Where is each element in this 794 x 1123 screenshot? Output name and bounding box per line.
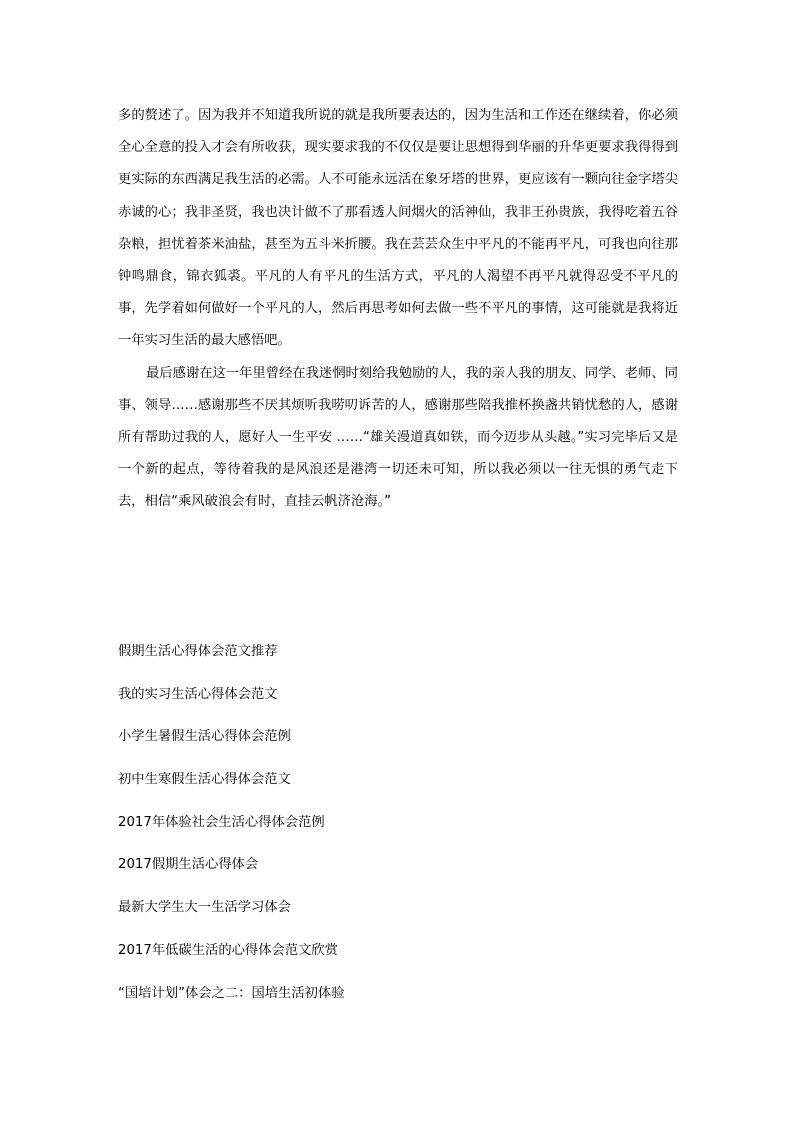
related-articles-list (118, 644, 678, 1028)
paragraph-thanks: 最后感谢在这一年里曾经在我迷惘时刻给我勉励的人，我的亲人我的朋友、同学、老师、同事、领导……感谢那些不厌其烦听我唠叨诉苦的人，感谢那些陪我推杯换盏共销忧愁的人，感谢所有帮助过我的人，愿好人一生平安 ……“雄关漫道真如铁，而今迈步从头越。”实习完毕后又是一个新的起点，等待着我的是风浪还是港湾一切还未可知，所以我必须以一往无惧的勇气走下去，相信“乘风破浪会有时，直挂云帆济沧海。” (118, 365, 678, 510)
article-body (118, 100, 678, 519)
related-article-link[interactable]: 2017假期生活心得体会 (118, 857, 259, 873)
related-article-link[interactable]: 小学生暑假生活心得体会范例 (118, 729, 291, 745)
related-article-link[interactable]: 假期生活心得体会范文推荐 (118, 644, 278, 659)
related-article-link[interactable]: 我的实习生活心得体会范文 (118, 686, 278, 702)
related-article-link[interactable]: 2017年体验社会生活心得体会范例 (118, 814, 325, 830)
related-article-link[interactable]: 最新大学生大一生活学习体会 (118, 900, 291, 916)
paragraph-reflection: 多的赘述了。因为我并不知道我所说的就是我所要表达的，因为生活和工作还在继续着，你必须全心全意的投入才会有所收获，现实要求我的不仅仅是要让思想得到华丽的升华更要求我得得到更实际的东西满足我生活的必需。人不可能永远活在象牙塔的世界，更应该有一颗向往金字塔尖赤诚的心；我非圣贤，我也决计做不了那看透人间烟火的活神仙，我非王孙贵族，我得吃着五谷杂粮，担忧着茶米油盐，甚至为五斗米折腰。我在芸芸众生中平凡的不能再平凡，可我也向往那钟鸣鼎食，锦衣狐裘。平凡的人有平凡的生活方式，平凡的人渴望不再平凡就得忍受不平凡的事，先学着如何做好一个平凡的人，然后再思考如何去做一些不平凡的事情，这可能就是我将近一年实习生活的最大感悟吧。 (118, 108, 678, 349)
related-article-link[interactable]: “国培计划”体会之二：国培生活初体验 (118, 985, 345, 1001)
related-article-link[interactable]: 初中生寒假生活心得体会范文 (118, 772, 291, 788)
related-article-link[interactable]: 2017年低碳生活的心得体会范文欣赏 (118, 942, 338, 958)
